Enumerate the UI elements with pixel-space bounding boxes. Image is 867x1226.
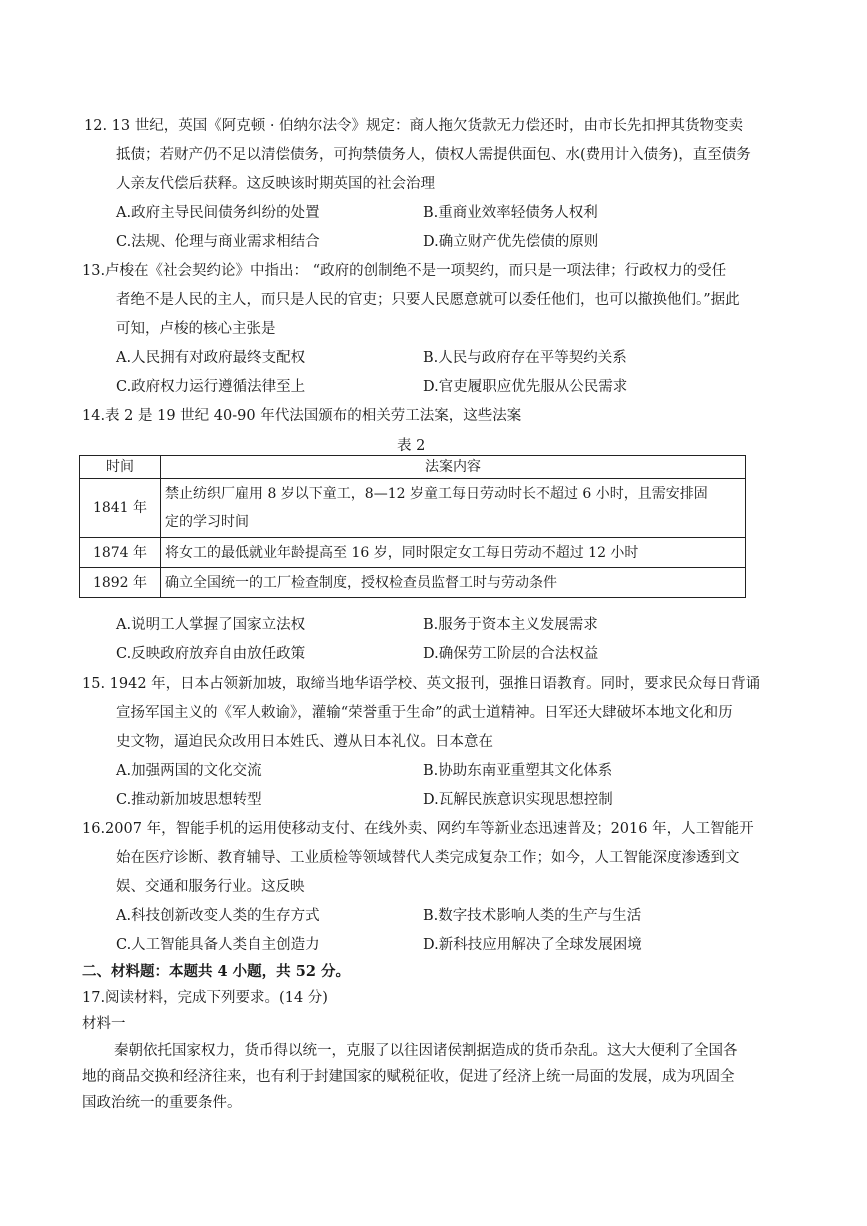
- row-time: 1892 年: [80, 568, 161, 598]
- material-para-line-2: 地的商品交换和经济往来，也有利于封建国家的赋税征收，促进了经济上统一局面的发展，成为巩固全: [82, 1069, 735, 1085]
- q12-line-1: 12. 13 世纪，英国《阿克顿 · 伯纳尔法令》规定：商人拖欠货款无力偿还时，由市长先扣押其货物变卖: [84, 118, 744, 134]
- table-caption: 表 2: [397, 438, 426, 454]
- q16-option-d[interactable]: D.新科技应用解决了全球发展困境: [423, 937, 642, 953]
- row-content-line: 禁止纺织厂雇用 8 岁以下童工，8—12 岁童工每日劳动时长不超过 6 小时，且需安排固: [165, 486, 708, 502]
- q12-line-2: 抵债；若财产仍不足以清偿债务，可拘禁债务人，债权人需提供面包、水(费用计入债务)，直至债务: [116, 147, 751, 163]
- header-time: 时间: [80, 456, 161, 479]
- material-label: 材料一: [82, 1016, 126, 1032]
- q12-option-a[interactable]: A.政府主导民间债务纠纷的处置: [116, 205, 320, 221]
- q16-option-c[interactable]: C.人工智能具备人类自主创造力: [116, 937, 320, 953]
- q16-option-a[interactable]: A.科技创新改变人类的生存方式: [116, 908, 320, 924]
- row-content-line: 定的学习时间: [165, 514, 249, 530]
- row-content: [161, 479, 746, 538]
- material-para-line-1: 秦朝依托国家权力，货币得以统一，克服了以往因诸侯割据造成的货币杂乱。这大大便利了全国各: [114, 1043, 738, 1059]
- q14-option-a[interactable]: A.说明工人掌握了国家立法权: [116, 617, 306, 633]
- q16-line-1: 16.2007 年，智能手机的运用使移动支付、在线外卖、网约车等新业态迅速普及；2016 年，人工智能开: [82, 821, 754, 837]
- q12-option-d[interactable]: D.确立财产优先偿债的原则: [423, 234, 599, 250]
- labor-law-table: [79, 455, 746, 598]
- q15-option-b[interactable]: B.协助东南亚重塑其文化体系: [423, 763, 613, 779]
- row-time: 1874 年: [80, 538, 161, 568]
- q16-line-2: 始在医疗诊断、教育辅导、工业质检等领域替代人类完成复杂工作；如今，人工智能深度渗透到文: [116, 850, 740, 866]
- q16-line-3: 娱、交通和服务行业。这反映: [116, 879, 305, 895]
- q15-line-3: 史文物，逼迫民众改用日本姓氏、遵从日本礼仪。日本意在: [116, 734, 493, 750]
- q13-option-b[interactable]: B.人民与政府存在平等契约关系: [423, 350, 627, 366]
- q16-option-b[interactable]: B.数字技术影响人类的生产与生活: [423, 908, 642, 924]
- header-content: 法案内容: [161, 456, 746, 479]
- q13-line-2: 者绝不是人民的主人，而只是人民的官吏；只要人民愿意就可以委任他们，也可以撤换他们。”据此: [116, 292, 740, 308]
- q15-line-1: 15. 1942 年，日本占领新加坡，取缔当地华语学校、英文报刊，强推日语教育。同时，要求民众每日背诵: [82, 676, 761, 692]
- q13-line-1: 13.卢梭在《社会契约论》中指出： “政府的创制绝不是一项契约，而只是一项法律；行政权力的受任: [82, 263, 727, 279]
- q13-option-a[interactable]: A.人民拥有对政府最终支配权: [116, 350, 306, 366]
- q13-line-3: 可知，卢梭的核心主张是: [116, 321, 276, 337]
- q14-line-1: 14.表 2 是 19 世纪 40-90 年代法国颁布的相关劳工法案，这些法案: [82, 408, 522, 424]
- q12-line-3: 人亲友代偿后获释。这反映该时期英国的社会治理: [116, 176, 435, 192]
- material-para-line-3: 国政治统一的重要条件。: [82, 1095, 242, 1111]
- q15-option-a[interactable]: A.加强两国的文化交流: [116, 763, 262, 779]
- table-row: [80, 479, 746, 538]
- q14-option-b[interactable]: B.服务于资本主义发展需求: [423, 617, 598, 633]
- row-content: 将女工的最低就业年龄提高至 16 岁，同时限定女工每日劳动不超过 12 小时: [161, 538, 746, 568]
- q13-option-d[interactable]: D.官吏履职应优先服从公民需求: [423, 379, 628, 395]
- q15-option-c[interactable]: C.推动新加坡思想转型: [116, 792, 262, 808]
- section-heading: 二、材料题：本题共 4 小题，共 52 分。: [82, 963, 350, 980]
- q17-prompt: 17.阅读材料，完成下列要求。(14 分): [82, 990, 328, 1006]
- q12-option-b[interactable]: B.重商业效率轻债务人权利: [423, 205, 598, 221]
- q15-line-2: 宣扬军国主义的《军人敕谕》，灌输“荣誉重于生命”的武士道精神。日军还大肆破坏本地文化和历: [116, 705, 733, 721]
- row-time: 1841 年: [80, 479, 161, 538]
- q12-option-c[interactable]: C.法规、伦理与商业需求相结合: [116, 234, 320, 250]
- table-row: [80, 568, 746, 598]
- table-header-row: [80, 456, 746, 479]
- row-content: 确立全国统一的工厂检查制度，授权检查员监督工时与劳动条件: [161, 568, 746, 598]
- table-row: [80, 538, 746, 568]
- q14-option-c[interactable]: C.反映政府放弃自由放任政策: [116, 646, 306, 662]
- q14-option-d[interactable]: D.确保劳工阶层的合法权益: [423, 646, 599, 662]
- q15-option-d[interactable]: D.瓦解民族意识实现思想控制: [423, 792, 613, 808]
- q13-option-c[interactable]: C.政府权力运行遵循法律至上: [116, 379, 306, 395]
